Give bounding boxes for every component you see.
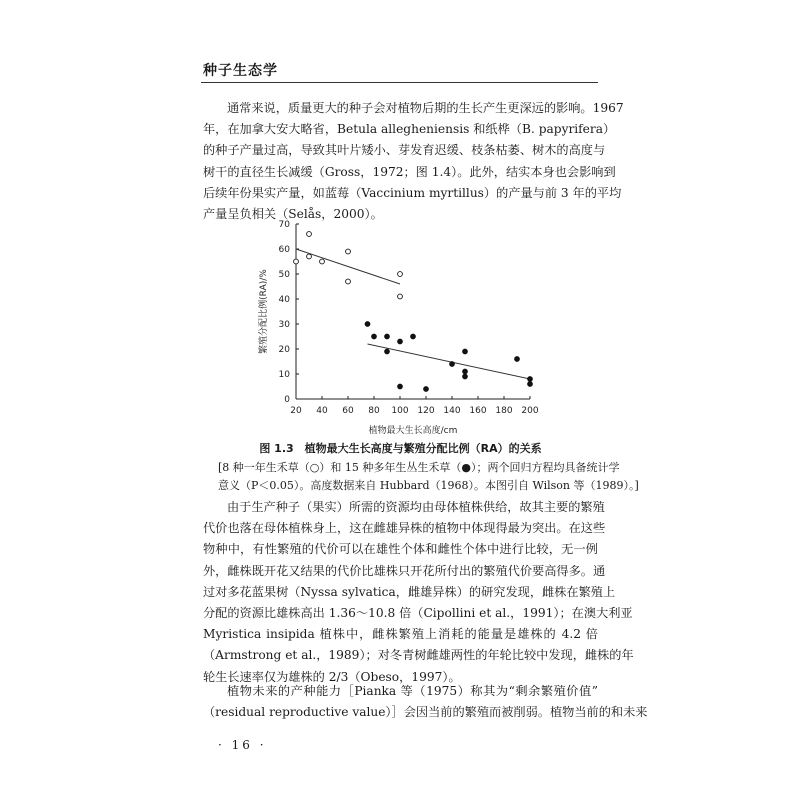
open-circle-point [346, 249, 351, 254]
y-tick-label: 60 [278, 245, 290, 255]
text-line: 代价也落在母体植株身上，这在雌雄异株的植物中体现得最为突出。在这些 [203, 521, 606, 536]
text-line: 物种中，有性繁殖的代价可以在雄性个体和雌性个体中进行比较，无一例 [203, 542, 598, 557]
y-tick-label: 40 [278, 295, 290, 305]
filled-circle-point [463, 349, 468, 354]
figure-caption-title: 图 1.3 植物最大生长高度与繁殖分配比例（RA）的关系 [259, 442, 542, 455]
x-tick-label: 80 [368, 406, 380, 416]
running-header-title: 种子生态学 [203, 63, 278, 79]
filled-circle-point [528, 377, 533, 382]
text-line: 外，雌株既开花又结果的代价比雄株只开花所付出的繁殖代价要高得多。通 [203, 563, 606, 578]
text-line: 产量呈负相关（Selås，2000）。 [203, 206, 383, 221]
text-line: 过对多花蓝果树（Nyssa sylvatica，雌雄异株）的研究发现，雌株在繁殖上 [203, 584, 616, 599]
filled-circle-point [365, 322, 370, 327]
y-tick-label: 0 [284, 395, 290, 405]
paragraph-2 [203, 497, 634, 688]
x-tick-label: 180 [495, 406, 513, 416]
text-line: 由于生产种子（果实）所需的资源均由母体植株供给，故其主要的繁殖 [227, 500, 605, 514]
filled-circle-point [385, 349, 390, 354]
y-tick-label: 70 [278, 220, 290, 230]
text-line: Myristica insipida 植株中，雌株繁殖上消耗的能量是雄株的 4.2 倍 [203, 627, 598, 642]
text-line: 的种子产量过高，导致其叶片矮小、芽发育迟缓、枝条枯萎、树木的高度与 [203, 143, 606, 158]
filled-circle-point [463, 374, 468, 379]
open-circle-point [320, 259, 325, 264]
open-circle-point [294, 259, 299, 264]
text-line: 轮生长速率仅为雄株的 2/3（Obeso，1997）。 [203, 669, 461, 684]
x-tick-label: 140 [443, 406, 461, 416]
filled-circle-point [372, 334, 377, 339]
page-number: · 16 · [218, 738, 267, 752]
y-tick-label: 30 [278, 320, 290, 330]
figure-caption-note [218, 459, 639, 495]
filled-circle-point [515, 357, 520, 362]
open-circle-point [398, 272, 403, 277]
text-line: 植物未来的产种能力［Pianka 等（1975）称其为“剩余繁殖价值” [227, 684, 598, 698]
caption-note-line: [8 种一年生禾草（○）和 15 种多年生丛生禾草（●）；两个回归方程均具备统计学 [218, 461, 620, 474]
text-line: 通常来说，质量更大的种子会对植物后期的生长产生更深远的影响。1967 [227, 101, 624, 115]
filled-circle-point [450, 362, 455, 367]
x-tick-label: 60 [342, 406, 354, 416]
text-line: 后续年份果实产量，如蓝莓（Vaccinium myrtillus）的产量与前 3 年的平均 [203, 185, 622, 200]
scatter-chart [248, 212, 568, 442]
text-line: （residual reproductive value）］会因当前的繁殖而被削弱。植物当前的和未来 [203, 705, 648, 720]
y-tick-label: 20 [278, 345, 290, 355]
regression-line-2 [368, 344, 531, 379]
open-circle-point [307, 232, 312, 237]
paragraph-3 [203, 681, 648, 723]
text-line: 年，在加拿大安大略省，Betula allegheniensis 和纸桦（B. papyrifera） [203, 122, 616, 137]
x-tick-label: 40 [316, 406, 328, 416]
filled-circle-point [411, 334, 416, 339]
open-circle-point [307, 254, 312, 259]
text-line: 分配的资源比雄株高出 1.36～10.8 倍（Cipollini et al.，1991）；在澳大利亚 [203, 605, 633, 620]
caption-note-line: 意义（P＜0.05）。高度数据来自 Hubbard（1968）。本图引自 Wilson 等（1989）。] [218, 479, 639, 492]
y-tick-label: 50 [278, 270, 290, 280]
filled-circle-point [463, 369, 468, 374]
x-axis-label: 植物最大生长高度/cm [368, 426, 458, 436]
text-line: （Armstrong et al.，1989）；对冬青树雌雄两性的年轮比较中发现，雌株的年 [203, 648, 634, 663]
header-rule [201, 82, 598, 83]
paragraph-1 [203, 98, 624, 225]
x-tick-label: 100 [391, 406, 409, 416]
x-tick-label: 200 [521, 406, 539, 416]
y-tick-label: 10 [278, 370, 290, 380]
filled-circle-point [528, 382, 533, 387]
x-tick-label: 20 [290, 406, 302, 416]
filled-circle-point [385, 334, 390, 339]
open-circle-point [346, 279, 351, 284]
open-circle-point [398, 294, 403, 299]
filled-circle-point [398, 339, 403, 344]
y-axis-label: 繁殖分配比例(RA)/% [259, 269, 269, 354]
x-tick-label: 160 [469, 406, 487, 416]
filled-circle-point [398, 384, 403, 389]
filled-circle-point [424, 387, 429, 392]
x-tick-label: 120 [417, 406, 435, 416]
text-line: 树干的直径生长减缓（Gross，1972；图 1.4）。此外，结实本身也会影响到 [203, 164, 616, 179]
figure-1-3 [248, 212, 568, 442]
